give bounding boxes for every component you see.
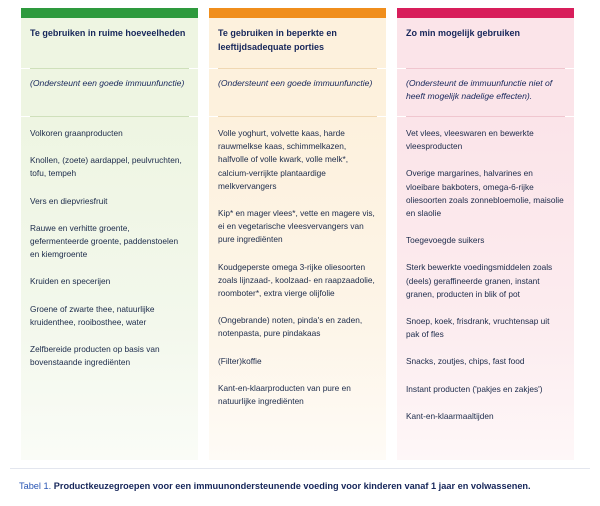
list-item: Zelfbereide producten op basis van bovenstaande ingrediënten xyxy=(30,344,160,368)
list-item: Volkoren graanproducten xyxy=(30,128,123,138)
table-caption xyxy=(19,481,531,491)
column-heading: Te gebruiken in beperkte en leeftijdsadequate porties xyxy=(209,18,386,68)
column-items xyxy=(21,117,198,460)
column-note: (Ondersteunt een goede immuunfunctie) xyxy=(21,69,198,116)
list-item: (Ongebrande) noten, pinda's en zaden, notenpasta, pure pindakaas xyxy=(218,315,363,339)
column-heading: Te gebruiken in ruime hoeveelheden xyxy=(21,18,198,68)
caption-text: Productkeuzegroepen voor een immuunondersteunende voeding voor kinderen vanaf 1 jaar en volwassenen. xyxy=(53,481,531,491)
list-item: Overige margarines, halvarines en vloeibare bakboters, omega-6-rijke oliesoorten zoals zonnebloemolie, maisolie en slaolie xyxy=(406,168,564,219)
column-accent-bar xyxy=(397,8,574,18)
list-item: Sterk bewerkte voedingsmiddelen zoals (deels) geraffineerde granen, instant granen, producten in blik of pot xyxy=(406,262,553,299)
list-item: Knollen, (zoete) aardappel, peulvruchten, tofu, tempeh xyxy=(30,155,182,179)
list-item: Instant producten ('pakjes en zakjes') xyxy=(406,383,543,394)
column-accent-bar xyxy=(209,8,386,18)
column-note: (Ondersteunt een goede immuunfunctie) xyxy=(209,69,386,116)
list-item: Rauwe en verhitte groente, gefermenteerde groente, paddenstoelen en kiemgroente xyxy=(30,222,179,260)
list-item: Kant-en-klaarmaaltijden xyxy=(406,410,494,421)
caption-divider xyxy=(10,468,590,469)
column-ruime-hoeveelheden xyxy=(21,8,198,460)
list-item: Snacks, zoutjes, chips, fast food xyxy=(406,356,525,367)
list-item: Kruiden en specerijen xyxy=(30,276,111,287)
column-items xyxy=(209,117,386,460)
product-choice-table xyxy=(21,8,576,460)
column-note: (Ondersteunt de immuunfunctie niet of heeft mogelijk nadelige effecten). xyxy=(397,69,574,116)
list-item: (Filter)koffie xyxy=(218,355,262,366)
list-item: Kant-en-klaarproducten van pure en natuurlijke ingrediënten xyxy=(218,382,351,407)
list-item: Groene of zwarte thee, natuurlijke kruidenthee, rooibosthee, water xyxy=(30,303,155,327)
column-zo-min-mogelijk xyxy=(397,8,574,460)
column-items xyxy=(397,117,574,460)
column-beperkte-porties xyxy=(209,8,386,460)
list-item: Volle yoghurt, volvette kaas, harde rauwmelkse kaas, schimmelkazen, halfvolle of volle kwark, volle melk*, calcium-verrijkte plantaardige melkvervangers xyxy=(218,128,349,191)
list-item: Kip* en mager vlees*, vette en magere vis, ei en vegetarische vleesvervangers van pure ingrediënten xyxy=(218,208,375,245)
list-item: Toegevoegde suikers xyxy=(406,235,485,246)
column-accent-bar xyxy=(21,8,198,18)
column-heading: Zo min mogelijk gebruiken xyxy=(397,18,574,68)
list-item: Koudgeperste omega 3-rijke oliesoorten zoals lijnzaad-, koolzaad- en raapzaadolie, roomboter*, extra vierge olijfolie xyxy=(218,261,375,299)
caption-label: Tabel 1. xyxy=(19,481,52,491)
list-item: Vers en diepvriesfruit xyxy=(30,195,108,206)
list-item: Vet vlees, vleeswaren en bewerkte vleesproducten xyxy=(406,128,534,152)
list-item: Snoep, koek, frisdrank, vruchtensap uit pak of fles xyxy=(406,316,550,340)
